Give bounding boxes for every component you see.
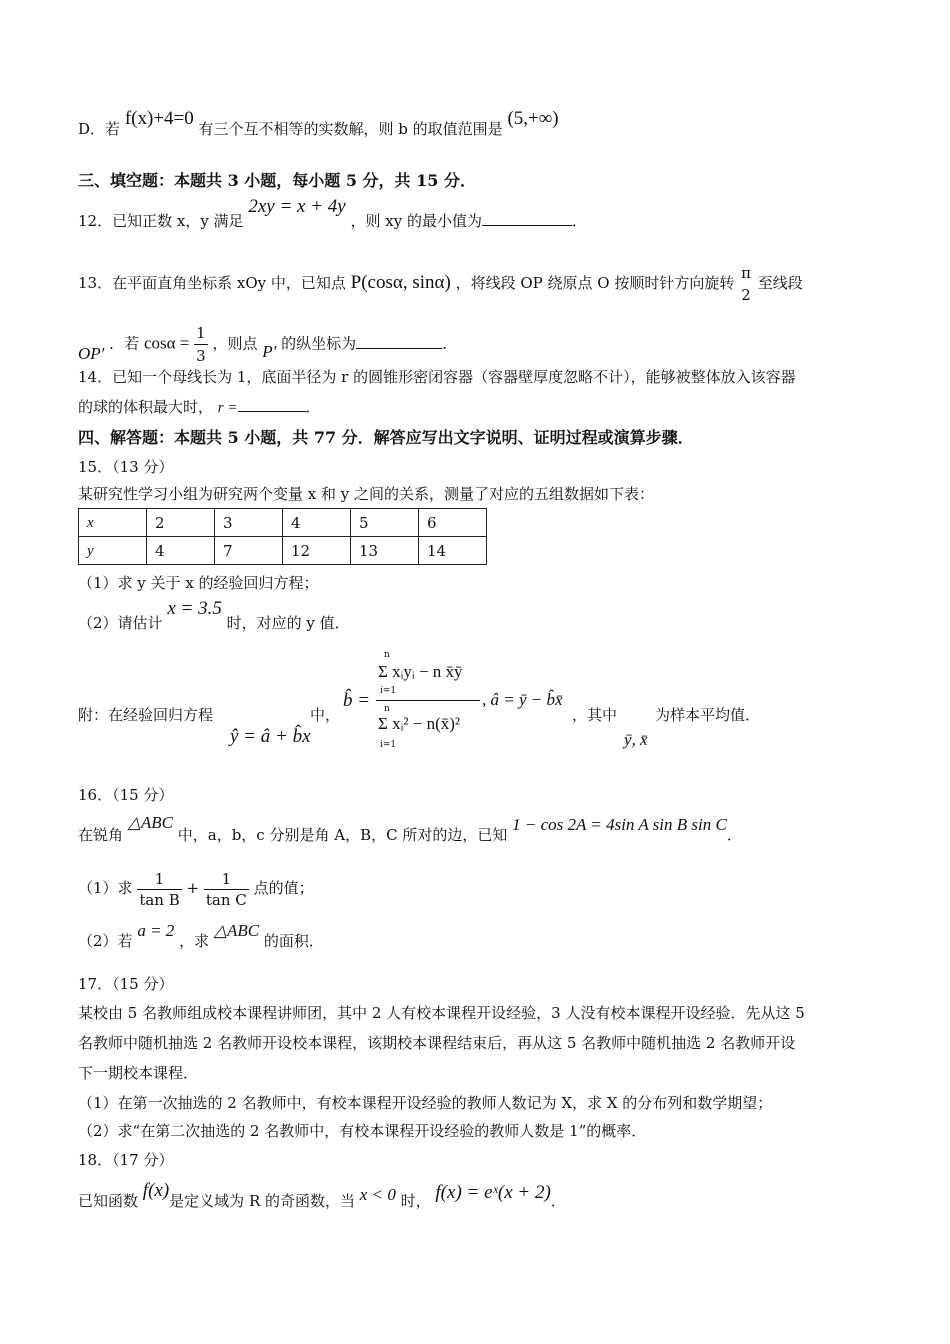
q18-func: f(x)	[142, 1180, 170, 1201]
q16-part2-a: （2）若	[78, 932, 133, 950]
q12-line	[78, 196, 587, 232]
q16-line1	[78, 813, 742, 846]
q15-sum-bottom-1: i=1	[380, 686, 397, 696]
q16-triangle: △ABC	[127, 813, 173, 832]
q16-equation: 1 − cos 2A = 4sin A sin B sin C	[512, 815, 727, 834]
q18-text-a: 已知函数	[78, 1192, 139, 1210]
q16-title: 16．（15 分）	[78, 786, 174, 804]
q13-end: ．	[442, 334, 458, 353]
q17-part2: （2）求“在第二次抽选的 2 名教师中，有校本课程开设经验的教师人数是 1”的概率．	[78, 1122, 647, 1140]
table-cell: 5	[351, 509, 419, 537]
q14-text-a: 的球的体积最大时，	[78, 398, 214, 416]
q16-frac1	[137, 869, 181, 910]
q15-note-c: ，其中	[572, 706, 618, 724]
q17-line1: 某校由 5 名教师组成校本课程讲师团，其中 2 人有校本课程开设经验，3 人没有校本课程开设经验．先从这 5	[78, 1004, 805, 1022]
section3-heading: 三、填空题：本题共 3 小题，每小题 5 分，共 15 分．	[78, 171, 476, 190]
q12-text-a: 12．已知正数 x，y 满足	[78, 212, 244, 230]
q17-line3: 下一期校本课程．	[78, 1064, 199, 1082]
q13-cos-den: 3	[196, 347, 206, 365]
q15-part2	[78, 598, 350, 634]
q13-segment: OP′	[78, 343, 105, 363]
q11-prefix: D．若	[78, 120, 121, 138]
q13-point2: P′	[262, 341, 277, 361]
q16-frac2	[204, 869, 249, 910]
table-cell: 4	[283, 509, 351, 537]
q13-text-c: 至线段	[757, 274, 803, 292]
q16-plus: +	[186, 879, 200, 897]
q16-part2-b: ，求	[179, 932, 210, 950]
q11-option-d	[78, 108, 559, 140]
q15-part1: （1）求 y 关于 x 的经验回归方程；	[78, 574, 319, 592]
q15-fraction-numerator-area	[376, 648, 480, 701]
q18-line1	[78, 1180, 566, 1212]
q17-part1: （1）在第一次抽选的 2 名教师中，有校本课程开设经验的教师人数记为 X，求 X 的分布列和数学期望；	[78, 1094, 773, 1112]
q16-part1-b: 点的值；	[253, 879, 314, 897]
q15-note-d: 为样本平均值．	[655, 706, 761, 724]
table-cell: 6	[419, 509, 487, 537]
q16-frac2-num: 1	[204, 869, 249, 890]
q13-text-b: ，将线段 OP 绕原点 O 按顺时针方向旋转	[455, 274, 735, 292]
q13-angle-num: π	[741, 264, 751, 282]
q13-cos-fraction	[194, 322, 208, 367]
q13-answer-blank[interactable]	[356, 334, 442, 349]
q15-part2-b: 时，对应的 y 值．	[226, 614, 350, 632]
q15-data-table	[78, 508, 487, 565]
q18-end: ．	[550, 1192, 566, 1210]
q16-frac1-num: 1	[137, 869, 181, 890]
q16-part2-eq: a = 2	[137, 921, 175, 940]
q18-text-b: 是定义域为 R 的奇函数，当	[169, 1192, 356, 1210]
q15-sum-top-2: n	[384, 704, 390, 714]
q14-line1: 14．已知一个母线长为 1，底面半径为 r 的圆锥形密闭容器（容器壁厚度忽略不计），能够被整体放入该容器	[78, 368, 796, 386]
q12-text-b: ，则 xy 的最小值为	[350, 212, 482, 230]
q18-title: 18．（17 分）	[78, 1151, 174, 1169]
q15-sum-top-1: n	[384, 650, 390, 660]
q13-cos-expr: cosα =	[143, 333, 190, 353]
q15-note-b: 中，	[310, 706, 341, 724]
q15-intro: 某研究性学习小组为研究两个变量 x 和 y 之间的关系，测量了对应的五组数据如下表：	[78, 485, 655, 503]
table-cell: 14	[419, 537, 487, 565]
q16-text-a: 在锐角	[78, 826, 124, 844]
table-header-y: y	[79, 537, 147, 565]
q15-note-eq: ŷ = â + b̂x	[230, 726, 311, 747]
q17-title: 17．（15 分）	[78, 975, 174, 993]
table-cell: 13	[351, 537, 419, 565]
q13-cos-num: 1	[194, 322, 208, 345]
table-cell: 3	[215, 509, 283, 537]
q12-equation: 2xy = x + 4y	[248, 196, 346, 217]
q13-angle-den: 2	[741, 286, 751, 304]
table-row-x	[79, 509, 487, 537]
q15-sum-bottom-2: i=1	[380, 740, 397, 750]
table-cell: 12	[283, 537, 351, 565]
q13-angle-fraction	[739, 262, 753, 306]
q17-line2: 名教师中随机抽选 2 名教师开设校本课程，该期校本课程结束后，再从这 5 名教师中随机抽选 2 名教师开设	[78, 1034, 796, 1052]
q15-a-hat: , â = ȳ − b̂x̄	[482, 690, 563, 709]
q11-equation: f(x)+4=0	[124, 108, 194, 129]
q13-line1	[78, 262, 803, 306]
q15-part2-a: （2）请估计	[78, 614, 163, 632]
q13-line2	[78, 322, 457, 367]
q13-text-d: ．若	[109, 334, 140, 353]
q16-part2-tri: △ABC	[213, 921, 260, 940]
table-cell: 7	[215, 537, 283, 565]
q13-text-f: 的纵坐标为	[281, 334, 357, 353]
q15-denominator: Σ xᵢ² − n(x̄)²	[378, 714, 461, 733]
q15-fraction-denominator-area	[376, 702, 486, 752]
q15-title: 15．（13 分）	[78, 458, 174, 476]
q16-frac2-den: tan C	[205, 890, 247, 909]
q16-part1-a: （1）求	[78, 879, 133, 897]
q13-point: P(cosα, sinα)	[350, 272, 451, 293]
q16-part2-c: 的面积．	[263, 932, 324, 950]
q18-cond: x < 0	[359, 1185, 396, 1204]
q11-middle: 有三个互不相等的实数解，则 b 的取值范围是	[198, 120, 503, 138]
q18-text-c: 时，	[400, 1192, 431, 1210]
q15-part2-eq: x = 3.5	[167, 598, 222, 619]
q15-note-a: 附：在经验回归方程	[78, 706, 214, 724]
table-header-x: x	[79, 509, 147, 537]
q14-answer-blank[interactable]	[238, 397, 306, 412]
table-row-y	[79, 537, 487, 565]
q15-means: ȳ, x̄	[624, 730, 648, 749]
q16-part1	[78, 866, 314, 910]
table-cell: 2	[147, 509, 215, 537]
q11-interval: (5,+∞)	[507, 108, 559, 129]
q13-text-e: ，则点	[212, 334, 258, 353]
q16-part2	[78, 921, 324, 952]
q12-answer-blank[interactable]	[482, 211, 572, 226]
section4-heading: 四、解答题：本题共 5 小题，共 77 分．解答应写出文字说明、证明过程或演算步骤．	[78, 428, 694, 447]
q15-b-hat: b̂ =	[343, 690, 371, 711]
q15-numerator: Σ xᵢyᵢ − n x̄ȳ	[378, 662, 463, 681]
q16-text-b: 中，a，b，c 分别是角 A，B，C 所对的边，已知	[177, 826, 508, 844]
q14-line2	[78, 396, 321, 419]
table-cell: 4	[147, 537, 215, 565]
q13-text-a: 13．在平面直角坐标系 xOy 中，已知点	[78, 274, 346, 292]
q14-end: ．	[305, 398, 321, 416]
q14-r: r =	[217, 400, 238, 416]
q16-end: ．	[726, 826, 742, 844]
q16-frac1-den: tan B	[139, 890, 180, 909]
q12-end: ．	[571, 212, 587, 230]
q18-equation: f(x) = eˣ(x + 2)	[435, 1182, 551, 1203]
